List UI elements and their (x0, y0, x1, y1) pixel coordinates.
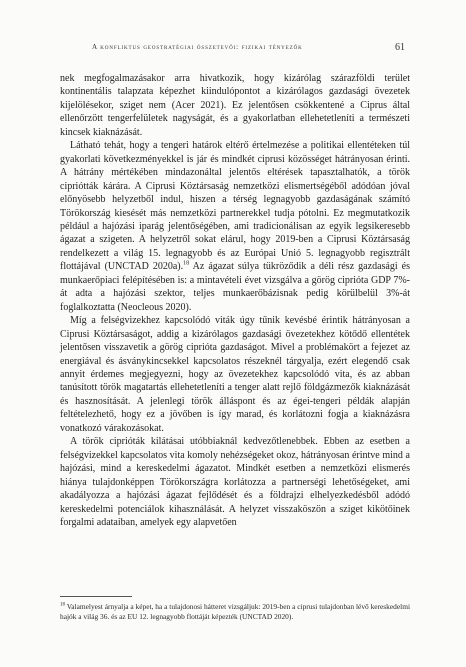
footnote-text: Valamelyest árnyalja a képet, ha a tulajdonosi hátteret vizsgáljuk: 2019-ben a ciprusi tulajdonban lévő kereskedelmi hajók a világ 36. és az EU 12. legnagyobb flottáját képezték (UNCTAD 2020). (60, 602, 410, 621)
page-number: 61 (395, 42, 405, 53)
paragraph-text: A török ciprióták kilátásai utóbbiaknál kedvezőtlenebbek. Ebben az esetben a felségvizekkel kapcsolatos vita komoly nehézségeket okoz, hátrányosan érintve mind a hajózási, mind a kereskedelmi ágazatot. Mindkét esetben a nemzetközi elismerés hiánya tulajdonképpen Törökországra korlátozza a partnerségi lehetőségeket, ami akadályozza a hajózási ágazat fejlődését és a földrajzi elhelyezkedésből adódó kereskedelmi potenciálok kihasználását. A helyzet visszaköszön a sziget kikötőinek forgalmi adataiban, amelyek egy alapvetően (60, 436, 410, 528)
footnote (60, 602, 410, 622)
paragraph-text: nek megfogalmazásakor arra hivatkozik, hogy kizárólag szárazföldi terület kontinentális talapzata képezhet kiindulópontot a kizárólagos gazdasági övezetek kijelölésekor, sziget nem (Acer 2021). Ez jelentősen csökkentené a Ciprus által ellenőrzött tengerfelületek nagyságát, és a gyakorlatban ellehetetleníti a természeti kincsek kiaknázását. (60, 73, 410, 138)
paragraph-text: Látható tehát, hogy a tengeri határok eltérő értelmezése a politikai ellentéteken túl gyakorlati következményekkel is jár és mindkét ciprusi közösséget hátrányosan érinti. A hátrány mértékében mindazonáltal jelentős eltérések tapasztalhatók, a török cipriótták kárára. A Ciprusi Köztársaság nemzetközi elismertségéből adódóan jóval előnyösebb helyzetből indul, hiszen a térség legnagyobb gazdaságának számító Törökország kiesését más nemzetközi partnerekkel tudja pótolni. Ez megmutatkozik például a hajózási iparág jelentőségében, ami tradicionálisan az egyik legsikeresebb ágazat a szigeten. A helyzetről sokat elárul, hogy 2019-ben a Ciprusi Köztársaság rendelkezett a világ 15. legnagyobb és az Európai Unió 5. legnagyobb regisztrált flottájával (UNCTAD 2020a). (60, 140, 410, 273)
footnote-reference[interactable]: 18 (183, 261, 190, 268)
paragraph-2 (60, 139, 410, 314)
paragraph-1 (60, 72, 410, 139)
running-head-title: A konfliktus geostratégiai összetevői: fizikai tényezők (92, 43, 303, 51)
paragraph-3 (60, 314, 410, 435)
paragraph-text-continued: Az ágazat súlya tükröződik a déli rész gazdasági és munkaerőpiaci felépítésében is: a mintavételi évet vizsgálva a görög ciprióta GDP 7%-át adta a hajózási szektor, teljes munkaerőbázisnak pedig körülbelül 3%-át foglalkoztatta (Neocleous 2020). (60, 261, 410, 313)
paragraph-4 (60, 435, 410, 529)
body-text (60, 72, 410, 529)
running-head (0, 43, 466, 57)
footnote-divider (60, 596, 132, 597)
paragraph-text: Míg a felségvizekhez kapcsolódó viták úgy tűnik kevésbé érintik hátrányosan a Ciprusi Köztársaságot, addig a kizárólagos gazdasági övezetekhez kötődő ellentétek jelentősen visszavetik a görög ciprióta gazdaságot. Mivel a problémakört a fejezet az energiával és ásványkincsekkel kapcsolatos részeknél tárgyalja, ezért elegendő csak annyit érdemes megjegyezni, hogy az övezetekhez kapcsolódó vita, és az abban tanúsított török magatartás ellehetetleníti a tenger alatt rejlő földgázmezők kiaknázását és hasznosítását. A jelenlegi török álláspont és az égei-tengeri példák alapján feltételezhető, hogy ez a jövőben is így marad, és korlátozni fogja a kiaknázásra vonatkozó várakozásokat. (60, 315, 410, 434)
footnote-number: 18 (60, 602, 65, 608)
